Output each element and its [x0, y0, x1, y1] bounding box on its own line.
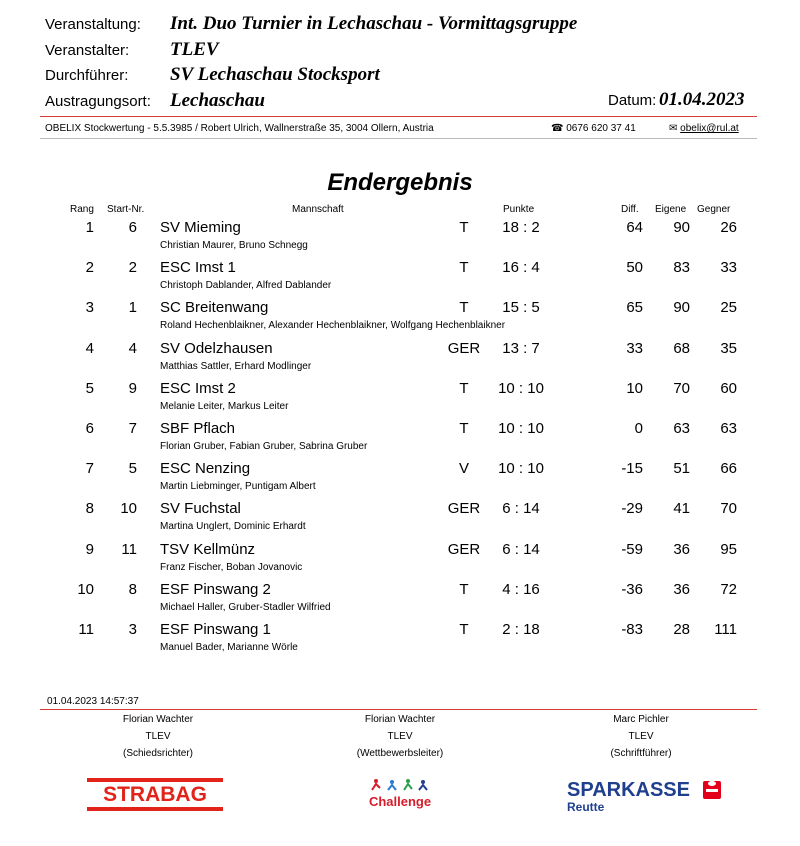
score-difference: 64: [626, 219, 643, 236]
email-link[interactable]: obelix@rul.at: [680, 123, 739, 134]
points: 10 : 10: [498, 460, 544, 478]
team-members: Christian Maurer, Bruno Schnegg: [160, 240, 308, 251]
col-diff: Diff.: [621, 204, 639, 215]
organizer-value: TLEV: [170, 39, 219, 60]
own-score: 90: [673, 219, 690, 236]
points: 18 : 2: [502, 219, 540, 236]
phone-info: [551, 123, 636, 134]
team-members: Matthias Sattler, Erhard Modlinger: [160, 360, 312, 372]
team-members: Manuel Bader, Marianne Wörle: [160, 642, 298, 653]
team-region: T: [459, 299, 469, 317]
start-number: 10: [120, 500, 137, 518]
own-score: 90: [673, 299, 690, 317]
rank: 9: [85, 540, 94, 558]
score-difference: 50: [626, 259, 643, 277]
own-score: 63: [673, 420, 690, 437]
team-members: Martina Unglert, Dominic Erhardt: [160, 521, 306, 533]
signature-name: Marc Pichler: [613, 714, 669, 725]
team-name: SV Fuchstal: [160, 500, 241, 518]
table-row: [0, 219, 800, 259]
email-info[interactable]: [669, 123, 739, 134]
opponent-score: 25: [720, 299, 737, 317]
event-value: Int. Duo Turnier in Lechaschau - Vormittagsgruppe: [170, 13, 578, 34]
score-difference: -15: [621, 460, 643, 478]
rank: 8: [85, 500, 94, 518]
team-name: SC Breitenwang: [160, 299, 269, 317]
score-difference: -83: [621, 621, 643, 638]
team-name: SV Odelzhausen: [160, 339, 273, 357]
points: 15 : 5: [502, 299, 540, 317]
score-difference: 10: [626, 379, 643, 397]
team-region: GER: [447, 339, 481, 357]
athletes-icon: [362, 776, 438, 794]
own-score: 68: [673, 339, 690, 357]
score-difference: 65: [626, 299, 643, 317]
start-number: 4: [128, 339, 137, 357]
points: 10 : 10: [498, 379, 544, 397]
table-row: [0, 380, 800, 420]
signature-recorder: [541, 711, 741, 762]
points: 10 : 10: [498, 420, 544, 437]
signature-role: (Schiedsrichter): [122, 748, 194, 759]
team-region: GER: [447, 540, 481, 558]
own-score: 70: [673, 379, 690, 397]
own-score: 41: [673, 500, 690, 518]
team-members: Roland Hechenblaikner, Alexander Hechenblaikner, Wolfgang Hechenblaikner: [160, 320, 506, 332]
start-number: 7: [128, 420, 137, 437]
col-eigene: Eigene: [655, 204, 687, 215]
start-number: 2: [128, 259, 137, 277]
opponent-score: 26: [720, 219, 737, 236]
signature-org: TLEV: [628, 731, 654, 742]
sparkasse-logo: SPARKASSE Reutte: [565, 778, 735, 818]
host-label: Durchführer:: [45, 67, 129, 84]
table-row: [0, 581, 800, 621]
event-label: Veranstaltung:: [45, 16, 141, 33]
team-name: ESF Pinswang 2: [160, 580, 271, 598]
start-number: 3: [128, 621, 137, 638]
team-region: T: [459, 379, 469, 397]
table-row: [0, 420, 800, 460]
team-name: SBF Pflach: [160, 420, 236, 437]
rank: 6: [85, 420, 94, 437]
start-number: 5: [128, 460, 137, 478]
page-title: Endergebnis: [327, 169, 473, 196]
points: 16 : 4: [502, 259, 540, 277]
opponent-score: 72: [720, 580, 737, 598]
software-info: OBELIX Stockwertung - 5.5.3985 / Robert Ulrich, Wallnerstraße 35, 3004 Ollern, Austria: [45, 123, 434, 134]
team-region: T: [459, 621, 469, 638]
own-score: 83: [673, 259, 690, 277]
own-score: 51: [673, 460, 690, 478]
rank: 11: [78, 621, 94, 638]
team-name: ESC Imst 1: [160, 259, 236, 277]
signature-name: Florian Wachter: [122, 714, 194, 725]
signature-competition-lead: [300, 711, 500, 762]
strabag-logo: STRABAG: [87, 778, 223, 811]
table-row: [0, 621, 800, 661]
opponent-score: 60: [720, 379, 737, 397]
team-members: Florian Gruber, Fabian Gruber, Sabrina Gruber: [160, 441, 368, 452]
col-punkte: Punkte: [503, 204, 535, 215]
rank: 10: [77, 580, 94, 598]
signature-org: TLEV: [145, 731, 171, 742]
team-region: T: [459, 420, 469, 437]
col-rang: Rang: [70, 204, 94, 215]
opponent-score: 33: [720, 259, 737, 277]
team-name: ESC Nenzing: [160, 460, 251, 478]
date-label: Datum:: [608, 92, 657, 109]
phone-icon: ☎: [551, 123, 564, 134]
rank: 3: [85, 299, 94, 317]
start-number: 9: [128, 379, 137, 397]
team-name: SV Mieming: [160, 219, 241, 236]
venue-value: Lechaschau: [170, 90, 265, 111]
opponent-score: 95: [720, 540, 737, 558]
team-region: T: [459, 259, 469, 277]
col-mannschaft: Mannschaft: [292, 204, 344, 215]
footer-divider: [40, 709, 757, 710]
rank: 5: [85, 379, 94, 397]
points: 6 : 14: [502, 500, 540, 518]
table-row: [0, 259, 800, 299]
points: 6 : 14: [502, 540, 540, 558]
print-timestamp: 01.04.2023 14:57:37: [47, 696, 139, 707]
rank: 7: [85, 460, 94, 478]
date-value: 01.04.2023: [659, 89, 745, 110]
envelope-icon: ✉: [669, 123, 678, 134]
points: 2 : 18: [502, 621, 540, 638]
opponent-score: 70: [720, 500, 737, 518]
team-name: TSV Kellmünz: [160, 540, 256, 558]
table-row: [0, 541, 800, 581]
sparkasse-s-icon: [703, 781, 721, 799]
signature-referee: [58, 711, 258, 762]
venue-label: Austragungsort:: [45, 93, 151, 110]
team-region: GER: [447, 500, 481, 518]
score-difference: -29: [621, 500, 643, 518]
signature-name: Florian Wachter: [364, 714, 436, 725]
team-members: Michael Haller, Gruber-Stadler Wilfried: [160, 601, 331, 613]
points: 4 : 16: [502, 580, 540, 598]
team-name: ESF Pinswang 1: [160, 621, 271, 638]
own-score: 36: [673, 580, 690, 598]
start-number: 8: [128, 580, 137, 598]
host-value: SV Lechaschau Stocksport: [170, 64, 380, 85]
signature-role: (Schriftführer): [610, 748, 672, 759]
start-number: 1: [128, 299, 137, 317]
table-row: [0, 299, 800, 339]
opponent-score: 66: [720, 460, 737, 478]
team-members: Melanie Leiter, Markus Leiter: [160, 400, 289, 412]
score-difference: -36: [621, 580, 643, 598]
score-difference: -59: [621, 540, 643, 558]
start-number: 11: [121, 540, 137, 558]
phone-number: 0676 620 37 41: [566, 123, 636, 134]
team-region: T: [459, 580, 469, 598]
team-members: Christoph Dablander, Alfred Dablander: [160, 280, 332, 292]
table-row: [0, 460, 800, 500]
rank: 4: [85, 339, 94, 357]
team-members: Franz Fischer, Boban Jovanovic: [160, 561, 303, 573]
opponent-score: 111: [714, 621, 737, 638]
col-startnr: Start-Nr.: [107, 204, 145, 215]
rank: 1: [85, 219, 94, 236]
opponent-score: 63: [720, 420, 737, 437]
team-name: ESC Imst 2: [160, 379, 236, 397]
team-members: Martin Liebminger, Puntigam Albert: [160, 481, 316, 493]
opponent-score: 35: [720, 339, 737, 357]
score-difference: 33: [626, 339, 643, 357]
start-number: 6: [128, 219, 137, 236]
signature-role: (Wettbewerbsleiter): [356, 748, 444, 759]
own-score: 28: [673, 621, 690, 638]
col-gegner: Gegner: [697, 204, 731, 215]
table-row: [0, 500, 800, 540]
table-row: [0, 340, 800, 380]
challenge-logo: Challenge: [362, 776, 438, 816]
points: 13 : 7: [502, 339, 540, 357]
info-divider: [40, 138, 757, 139]
header-divider: [40, 116, 757, 117]
own-score: 36: [673, 540, 690, 558]
score-difference: 0: [634, 420, 643, 437]
rank: 2: [85, 259, 94, 277]
team-region: T: [459, 219, 469, 236]
organizer-label: Veranstalter:: [45, 42, 130, 59]
signature-org: TLEV: [387, 731, 413, 742]
team-region: V: [458, 460, 469, 478]
